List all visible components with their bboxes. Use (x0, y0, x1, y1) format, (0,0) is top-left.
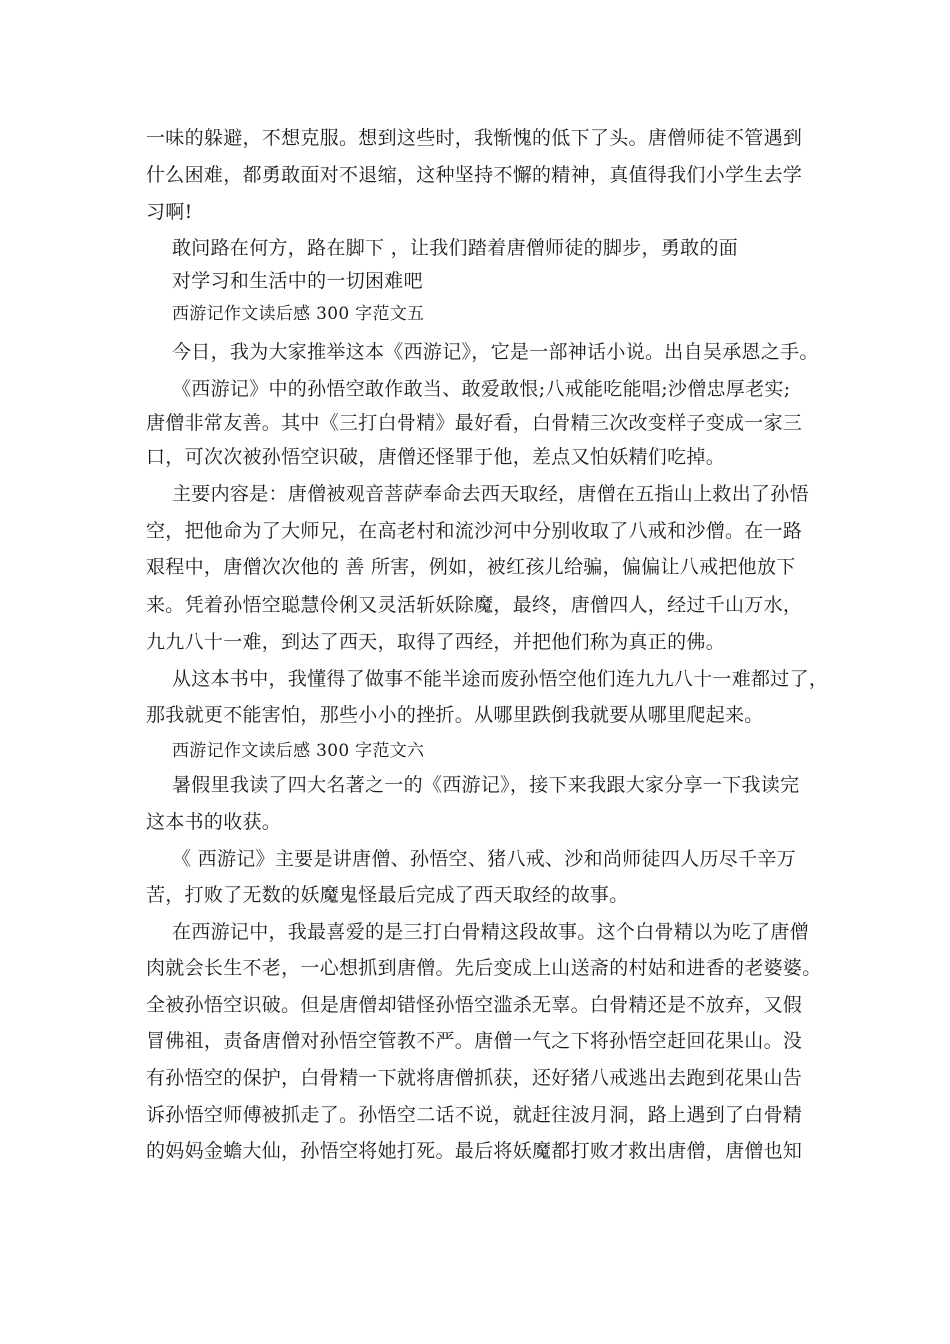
text-line: 苦，打败了无数的妖魔鬼怪最后完成了西天取经的故事。 (146, 884, 629, 906)
text-line: 唐僧非常友善。其中《三打白骨精》最好看，白骨精三次改变样子变成一家三 (146, 412, 803, 434)
text-line: 来。凭着孙悟空聪慧伶俐又灵活斩妖除魔，最终，唐僧四人，经过千山万水， (146, 594, 803, 616)
text-line: 对学习和生活中的一切困难吧 (172, 270, 423, 292)
text-line: 在西游记中，我最喜爱的是三打白骨精这段故事。这个白骨精以为吃了唐僧 (172, 921, 809, 943)
section-heading: 西游记作文读后感 300 字范文五 (172, 304, 425, 324)
text-line: 有孙悟空的保护，白骨精一下就将唐僧抓获，还好猪八戒逃出去跑到花果山告 (146, 1067, 803, 1089)
text-line: 从这本书中，我懂得了做事不能半途而废孙悟空他们连九九八十一难都过了， (172, 668, 829, 690)
text-line: 一味的躲避，不想克服。想到这些时，我惭愧的低下了头。唐僧师徒不管遇到 (146, 127, 803, 149)
text-line: 习啊! (146, 201, 193, 223)
text-line: 艰程中，唐僧次次他的 善 所害，例如，被红孩儿给骗，偏偏让八戒把他放下 (146, 556, 796, 578)
text-line: 全被孙悟空识破。但是唐僧却错怪孙悟空滥杀无辜。白骨精还是不放弃，又假 (146, 994, 803, 1016)
text-line: 冒佛祖，责备唐僧对孙悟空管教不严。唐僧一气之下将孙悟空赶回花果山。没 (146, 1030, 803, 1052)
text-line: 九九八十一难，到达了西天，取得了西经，并把他们称为真正的佛。 (146, 631, 726, 653)
text-line: 今日，我为大家推举这本《西游记》，它是一部神话小说。出自吴承恩之手。 (172, 341, 819, 363)
text-line: 肉就会长生不老，一心想抓到唐僧。先后变成上山送斋的村姑和进香的老婆婆。 (146, 957, 822, 979)
text-line: 那我就更不能害怕，那些小小的挫折。从哪里跌倒我就要从哪里爬起来。 (146, 704, 764, 726)
text-line: 什么困难，都勇敢面对不退缩，这种坚持不懈的精神，真值得我们小学生去学 (146, 164, 803, 186)
text-line: 口，可次次被孙悟空识破，唐僧还怪罪于他，差点又怕妖精们吃掉。 (146, 446, 726, 468)
text-line: 的妈妈金蟾大仙，孙悟空将她打死。最后将妖魔都打败才救出唐僧，唐僧也知 (146, 1140, 803, 1162)
text-line: 这本书的收获。 (146, 811, 282, 833)
text-line: 《 西游记》主要是讲唐僧、孙悟空、猪八戒、沙和尚师徒四人历尽千辛万 (172, 848, 796, 870)
text-line: 《西游记》中的孙悟空敢作敢当、敢爱敢恨;八戒能吃能唱;沙僧忠厚老实; (172, 378, 791, 400)
text-line: 敢问路在何方，路在脚下 ，让我们踏着唐僧师徒的脚步，勇敢的面 (172, 237, 739, 259)
text-line: 主要内容是：唐僧被观音菩萨奉命去西天取经，唐僧在五指山上救出了孙悟 (172, 483, 809, 505)
text-line: 空，把他命为了大师兄，在高老村和流沙河中分别收取了八戒和沙僧。在一路 (146, 520, 803, 542)
section-heading: 西游记作文读后感 300 字范文六 (172, 741, 425, 761)
text-line: 诉孙悟空师傅被抓走了。孙悟空二话不说，就赶往波月洞，路上遇到了白骨精 (146, 1104, 803, 1126)
text-line: 暑假里我读了四大名著之一的《西游记》，接下来我跟大家分享一下我读完 (172, 774, 800, 796)
